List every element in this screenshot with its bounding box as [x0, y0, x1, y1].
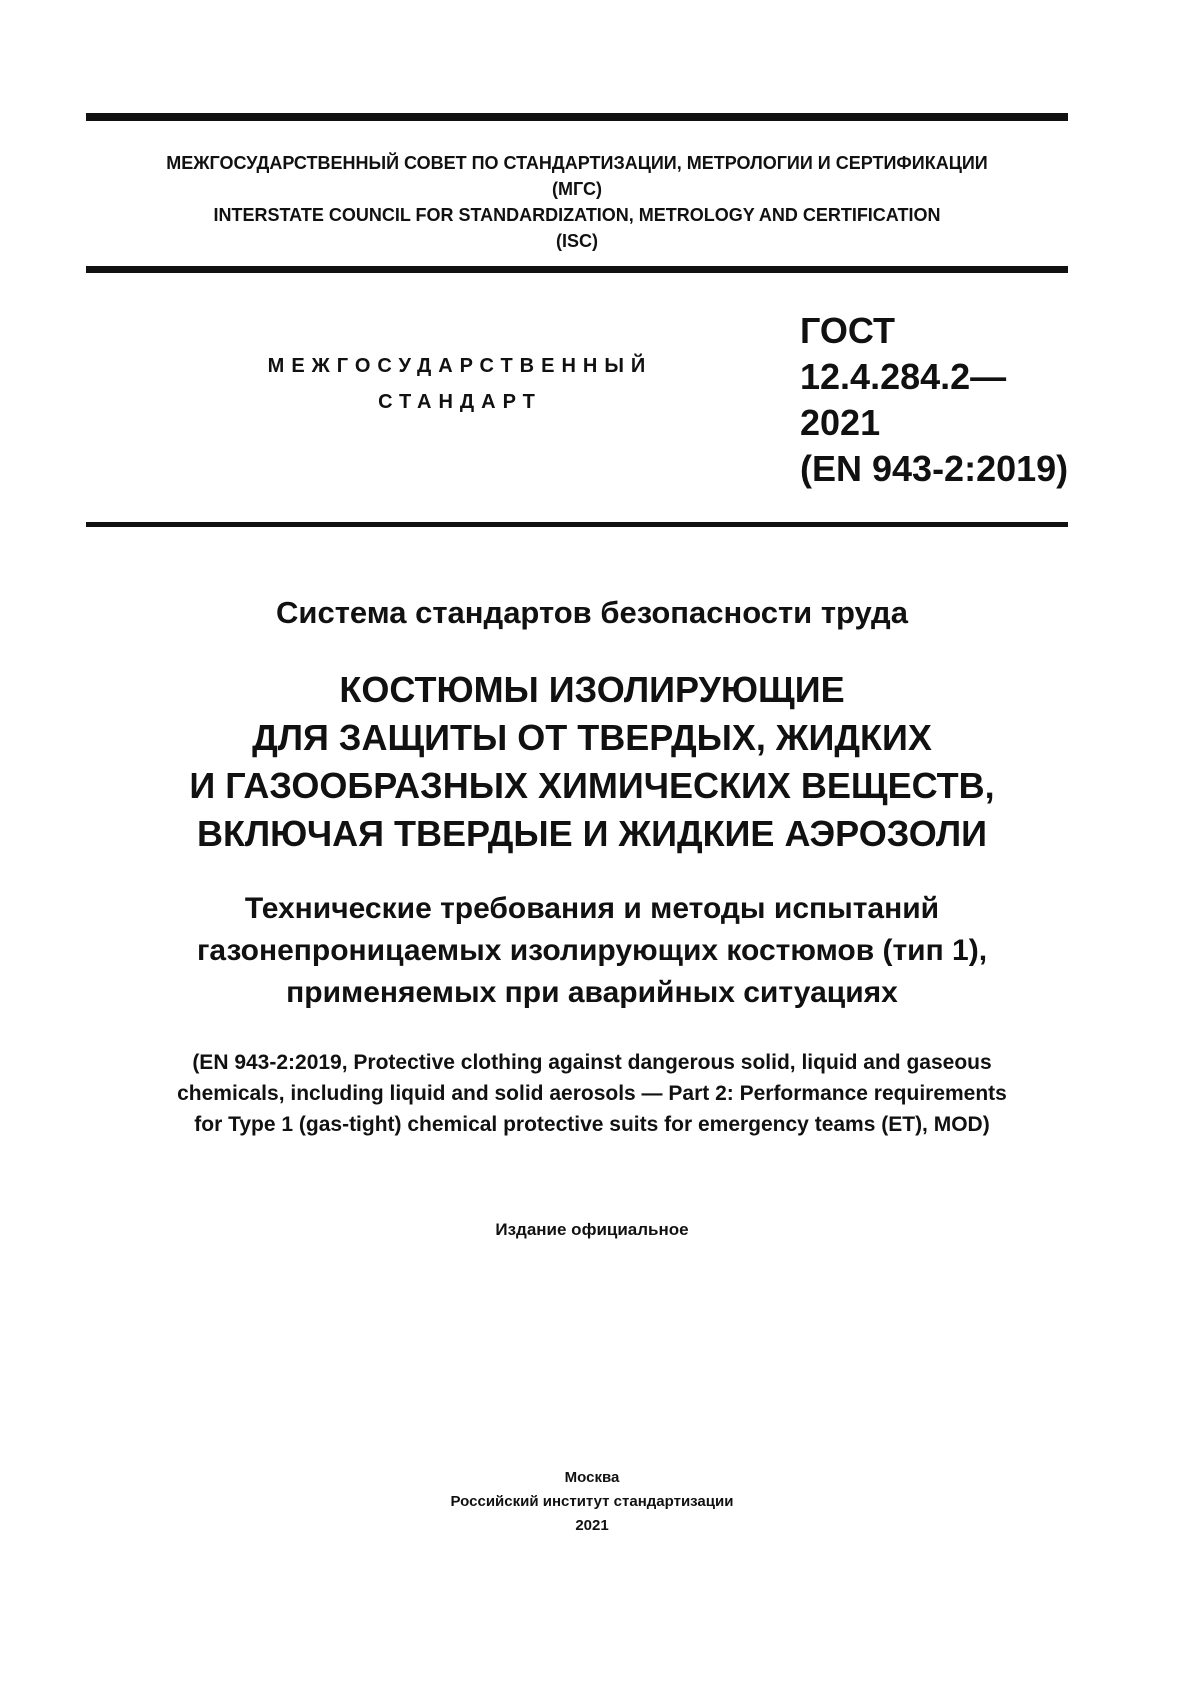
publisher-info	[86, 1466, 1098, 1538]
subtitle	[86, 888, 1098, 1014]
subtitle-line2: газонепроницаемых изолирующих костюмов (тип 1),	[196, 934, 988, 967]
en-reference-line3: for Type 1 (gas-tight) chemical protective suits for emergency teams (ET), MOD)	[194, 1113, 990, 1136]
council-name-ru: МЕЖГОСУДАРСТВЕННЫЙ СОВЕТ ПО СТАНДАРТИЗАЦИИ, МЕТРОЛОГИИ И СЕРТИФИКАЦИИ	[166, 153, 988, 173]
publisher-city: Москва	[564, 1469, 620, 1486]
title-line4: ВКЛЮЧАЯ ТВЕРДЫЕ И ЖИДКИЕ АЭРОЗОЛИ	[196, 813, 988, 854]
standard-kind-line2: СТАНДАРТ	[378, 391, 542, 413]
publisher-year: 2021	[575, 1517, 609, 1534]
standard-designation	[800, 308, 1100, 492]
designation-line1: ГОСТ	[800, 310, 896, 351]
publisher-name: Российский институт стандартизации	[450, 1493, 734, 1510]
title-line1: КОСТЮМЫ ИЗОЛИРУЮЩИЕ	[339, 669, 845, 710]
council-abbr-ru: (МГС)	[552, 179, 602, 199]
council-abbr-en: (ISC)	[556, 231, 598, 251]
main-title	[86, 666, 1098, 858]
en-reference-line1: (EN 943-2:2019, Protective clothing against dangerous solid, liquid and gaseous	[192, 1051, 992, 1074]
council-name-en: INTERSTATE COUNCIL FOR STANDARDIZATION, METROLOGY AND CERTIFICATION	[213, 205, 941, 225]
designation-line3: 2021	[800, 402, 881, 443]
designation-line2: 12.4.284.2—	[800, 356, 1007, 397]
top-rule	[86, 113, 1068, 121]
designation-rule	[86, 522, 1068, 527]
series-title: Система стандартов безопасности труда	[276, 595, 908, 630]
title-line3: И ГАЗООБРАЗНЫХ ХИМИЧЕСКИХ ВЕЩЕСТВ,	[189, 765, 995, 806]
standard-kind	[200, 348, 720, 420]
council-header	[86, 150, 1068, 254]
subtitle-line1: Технические требования и методы испытаний	[244, 892, 940, 925]
subtitle-line3: применяемых при аварийных ситуациях	[286, 976, 898, 1009]
edition-note: Издание официальное	[495, 1220, 689, 1239]
en-reference	[86, 1047, 1098, 1140]
title-line2: ДЛЯ ЗАЩИТЫ ОТ ТВЕРДЫХ, ЖИДКИХ	[252, 717, 932, 758]
header-rule	[86, 266, 1068, 273]
designation-line4: (EN 943-2:2019)	[800, 448, 1069, 489]
en-reference-line2: chemicals, including liquid and solid aerosols — Part 2: Performance requirements	[177, 1082, 1007, 1105]
standard-kind-line1: МЕЖГОСУДАРСТВЕННЫЙ	[267, 355, 653, 377]
